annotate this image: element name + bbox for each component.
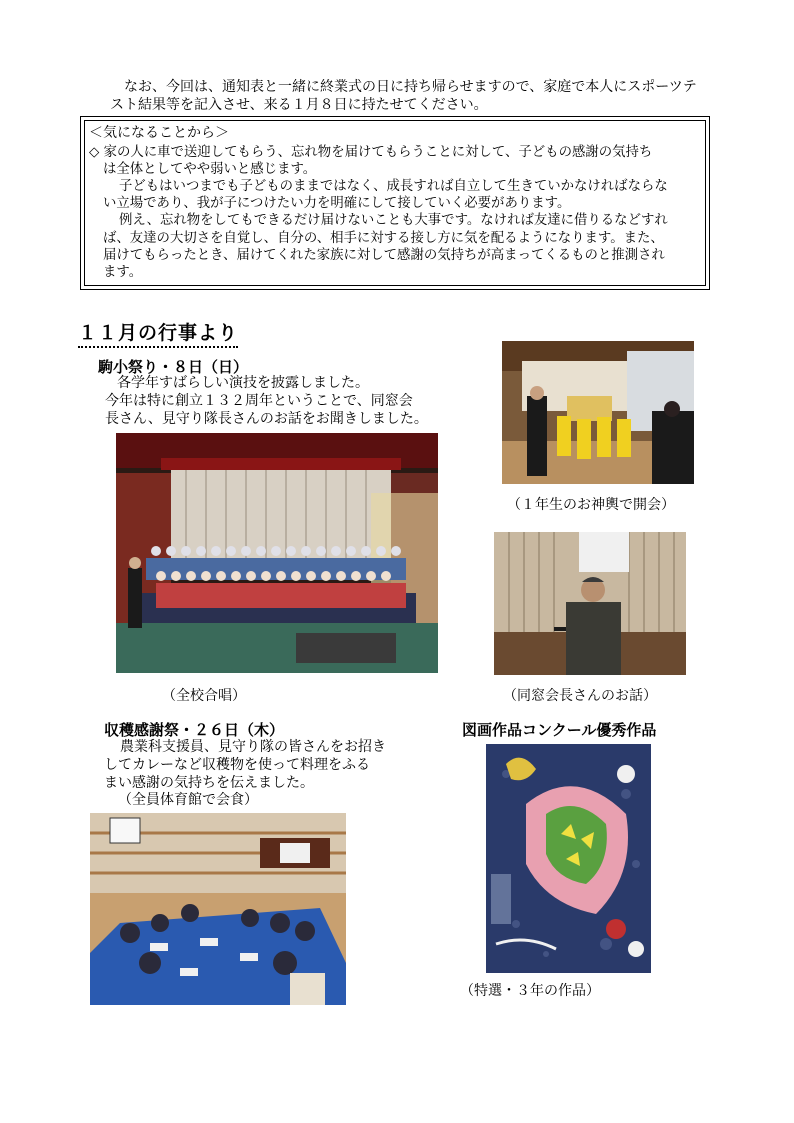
note-line-4: い立場であり、我が子につけたい力を明確にして接していく必要があります。 (103, 196, 571, 211)
caption-art: （特選・３年の作品） (460, 983, 600, 999)
festival-line-3: 長さん、見守り隊長さんのお話をお聞きしました。 (105, 411, 428, 427)
harvest-line-4: （全員体育館で会食） (118, 792, 258, 808)
harvest-photo (90, 813, 346, 1005)
note-box (80, 116, 710, 290)
note-heading: ＜気になることから＞ (89, 125, 229, 141)
caption-alumni: （同窓会長さんのお話） (503, 688, 657, 704)
art-title: 図画作品コンクール優秀作品 (462, 721, 657, 739)
intro-line-1: なお、今回は、通知表と一緒に終業式の日に持ち帰らせますので、家庭で本人にスポーツテ (124, 79, 697, 95)
festival-line-2: 今年は特に創立１３２周年ということで、同窓会 (105, 393, 413, 409)
note-line-6: ば、友達の大切さを自覚し、自分の、相手に対する接し方に気を配るようになります。また、 (103, 231, 664, 246)
intro-line-2: スト結果等を記入させ、来る１月８日に持たせてください。 (110, 97, 488, 113)
section-title: １１月の行事より (78, 318, 238, 348)
note-line-7: 届けてもらったとき、届けてくれた家族に対して感謝の気持ちが高まってくるものと推測され (103, 248, 665, 263)
note-line-3: 子どもはいつまでも子どものままではなく、成長すれば自立して生きていかなければならな (119, 179, 668, 194)
chorus-photo (116, 433, 438, 673)
alumni-chairman-photo (494, 532, 686, 675)
note-line-5: 例え、忘れ物をしてもできるだけ届けないことも大事です。なければ友達に借りるなどすれ (119, 213, 668, 228)
art-photo (486, 744, 651, 973)
caption-chorus: （全校合唱） (162, 688, 246, 704)
festival-title: 駒小祭り・８日（日） (98, 358, 249, 376)
caption-mikoshi: （１年生のお神輿で開会） (507, 497, 675, 513)
harvest-line-2: してカレーなど収穫物を使って料理をふる (104, 757, 370, 773)
festival-line-1: 各学年すばらしい演技を披露しました。 (117, 375, 369, 391)
mikoshi-photo (502, 341, 694, 484)
note-line-1: ◇ 家の人に車で送迎してもらう、忘れ物を届けてもらうことに対して、子どもの感謝の気持ち (89, 145, 653, 160)
harvest-line-1: 農業科支援員、見守り隊の皆さんをお招き (120, 739, 386, 755)
harvest-line-3: まい感謝の気持ちを伝えました。 (104, 775, 314, 791)
harvest-title: 収穫感謝祭・２６日（木） (104, 721, 285, 739)
note-line-2: は全体としてやや弱いと感じます。 (103, 162, 317, 177)
note-line-8: ます。 (103, 265, 143, 280)
